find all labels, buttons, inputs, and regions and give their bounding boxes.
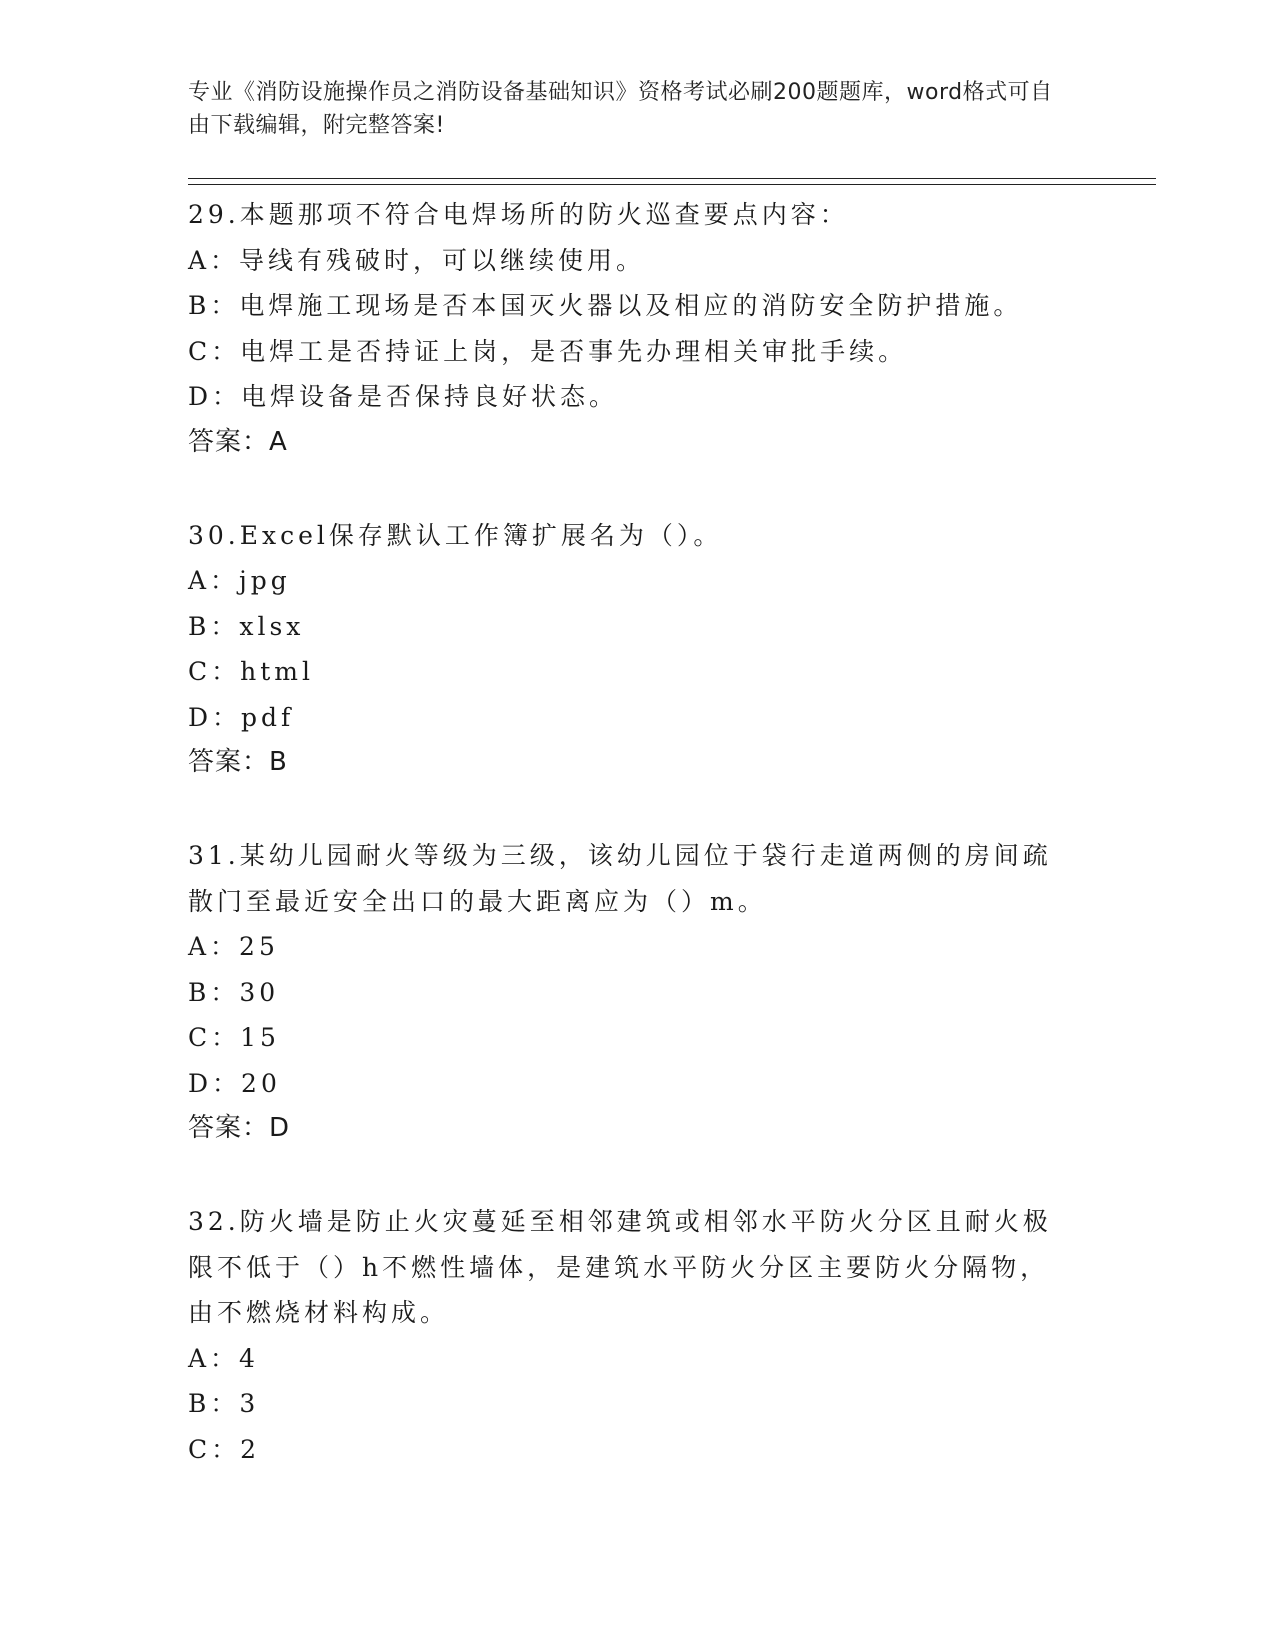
question-31 — [188, 833, 1088, 1150]
option-b: B：3 — [188, 1389, 260, 1418]
option-c: C：15 — [188, 1023, 280, 1052]
question-29 — [188, 192, 1088, 464]
question-stem: 30.Excel保存默认工作簿扩展名为（）。 — [188, 520, 723, 550]
header-divider-top — [188, 178, 1156, 179]
option-c: C：html — [188, 657, 314, 686]
option-a: A：4 — [188, 1343, 259, 1373]
option-a: A：25 — [188, 932, 279, 961]
question-stem: 29.本题那项不符合电焊场所的防火巡查要点内容： — [188, 200, 849, 229]
option-d: D：电焊设备是否保持良好状态。 — [188, 382, 619, 411]
header-divider-bottom — [188, 184, 1156, 185]
answer-label: 答案：B — [188, 747, 288, 777]
question-30 — [188, 513, 1088, 785]
answer-label: 答案：D — [188, 1113, 291, 1143]
question-stem: 31.某幼儿园耐火等级为三级，该幼儿园位于袋行走道两侧的房间疏散门至最近安全出口的最大距离应为（）m。 — [188, 841, 1052, 916]
option-d: D：20 — [188, 1068, 281, 1098]
answer-label: 答案：A — [188, 426, 288, 457]
option-b: B：电焊施工现场是否本国灭火器以及相应的消防安全防护措施。 — [188, 291, 1023, 320]
option-a: A：导线有残破时，可以继续使用。 — [188, 245, 646, 275]
option-d: D：pdf — [188, 702, 295, 732]
question-stem: 32.防火墙是防止火灾蔓延至相邻建筑或相邻水平防火分区且耐火极限不低于（）h不燃性墙体，是建筑水平防火分区主要防火分隔物，由不燃烧材料构成。 — [188, 1207, 1052, 1327]
option-a: A：jpg — [188, 566, 291, 595]
option-c: C：2 — [188, 1434, 261, 1464]
document-header: 专业《消防设施操作员之消防设备基础知识》资格考试必刷200题题库，word格式可自由下载编辑，附完整答案! — [188, 80, 1053, 138]
option-b: B：30 — [188, 977, 280, 1007]
question-32 — [188, 1199, 1088, 1472]
option-b: B：xlsx — [188, 611, 305, 641]
option-c: C：电焊工是否持证上岗，是否事先办理相关审批手续。 — [188, 336, 908, 366]
question-list — [188, 192, 1088, 1521]
